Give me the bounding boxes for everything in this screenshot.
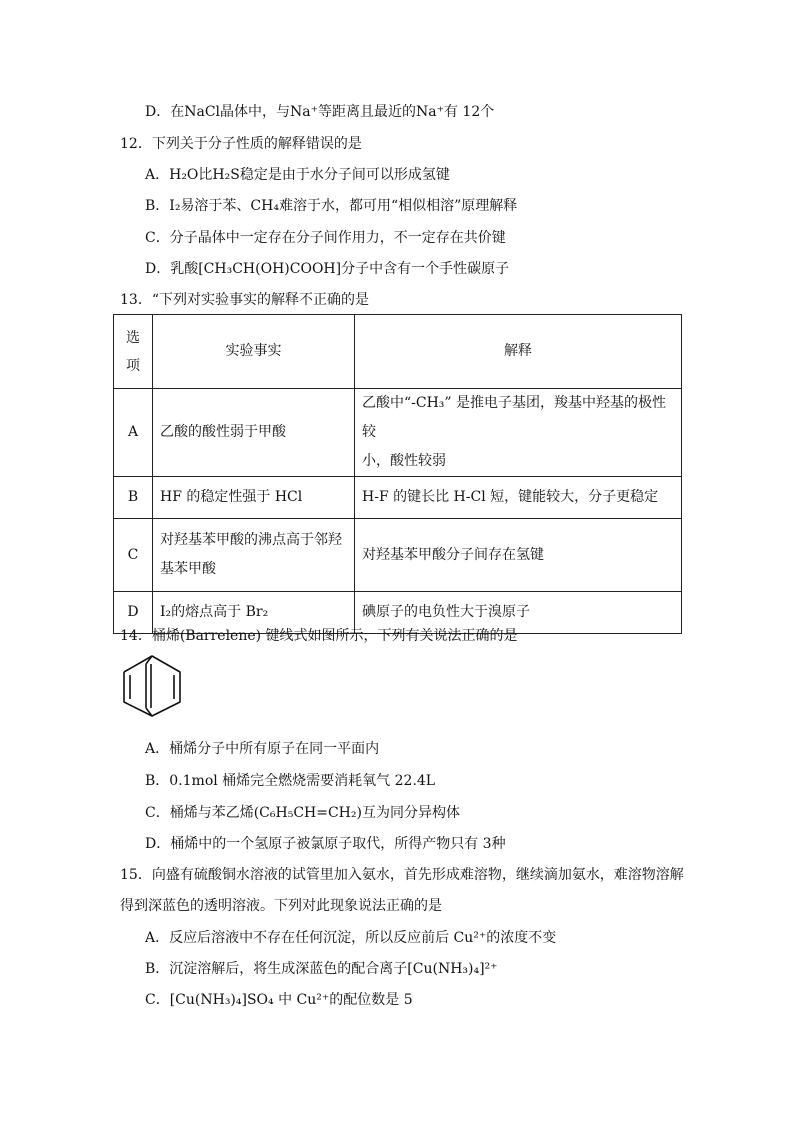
q14-option-c: C．桶烯与苯乙烯(C₆H₅CH=CH₂)互为同分异构体 <box>145 805 460 821</box>
q11-option-d: D．在NaCl晶体中，与Na⁺等距离且最近的Na⁺有 12个 <box>145 104 495 120</box>
row-explain: H-F 的键长比 H-Cl 短，键能较大，分子更稳定 <box>355 477 682 519</box>
row-explain: 对羟基苯甲酸分子间存在氢键 <box>355 519 682 592</box>
row-fact: HF 的稳定性强于 HCl <box>153 477 355 519</box>
q14-option-d: D．桶烯中的一个氢原子被氯原子取代，所得产物只有 3种 <box>145 836 506 852</box>
table-row <box>114 389 682 477</box>
q14-option-a: A．桶烯分子中所有原子在同一平面内 <box>145 741 380 757</box>
row-option: C <box>114 519 153 592</box>
q14-option-b: B．0.1mol 桶烯完全燃烧需要消耗氧气 22.4L <box>145 773 436 789</box>
row-explain: 乙酸中“-CH₃” 是推电子基团，羧基中羟基的极性较 小，酸性较弱 <box>355 389 682 477</box>
table-header-fact: 实验事实 <box>153 315 355 389</box>
q12-stem: 12．下列关于分子性质的解释错误的是 <box>120 136 362 152</box>
q13-stem: 13．“下列对实验事实的解释不正确的是 <box>120 292 369 308</box>
q15-option-c: C．[Cu(NH₃)₄]SO₄ 中 Cu²⁺的配位数是 5 <box>145 992 413 1008</box>
experiment-table <box>113 314 682 634</box>
row-fact: 乙酸的酸性弱于甲酸 <box>153 389 355 477</box>
q15-option-a: A．反应后溶液中不存在任何沉淀，所以反应前后 Cu²⁺的浓度不变 <box>145 930 557 946</box>
table-header-option: 选 项 <box>114 315 153 389</box>
q15-option-b: B．沉淀溶解后，将生成深蓝色的配合离子[Cu(NH₃)₄]²⁺ <box>145 961 498 977</box>
outer-ring <box>124 656 180 716</box>
row-option: D <box>114 592 153 634</box>
row-option: A <box>114 389 153 477</box>
q14-stem: 14．桶烯(Barrelene) 键线式如图所示，下列有关说法正确的是 <box>120 628 518 644</box>
q12-option-b: B．I₂易溶于苯、CH₄难溶于水，都可用“相似相溶”原理解释 <box>145 198 518 214</box>
row-fact: I₂的熔点高于 Br₂ <box>153 592 355 634</box>
barrelene-structure-diagram <box>116 650 192 722</box>
q12-option-d: D．乳酸[CH₃CH(OH)COOH]分子中含有一个手性碳原子 <box>145 261 510 277</box>
table-row <box>114 519 682 592</box>
q12-option-a: A．H₂O比H₂S稳定是由于水分子间可以形成氢键 <box>145 167 450 183</box>
q15-stem-line1: 15．向盛有硫酸铜水溶液的试管里加入氨水，首先形成难溶物，继续滴加氨水，难溶物溶解 <box>120 867 684 883</box>
row-explain: 碘原子的电负性大于溴原子 <box>355 592 682 634</box>
q12-option-c: C．分子晶体中一定存在分子间作用力，不一定存在共价键 <box>145 230 506 246</box>
table-header-row <box>114 315 682 389</box>
table-header-explain: 解释 <box>355 315 682 389</box>
table-row <box>114 477 682 519</box>
row-fact: 对羟基苯甲酸的沸点高于邻羟 基苯甲酸 <box>153 519 355 592</box>
q15-stem-line2: 得到深蓝色的透明溶液。下列对此现象说法正确的是 <box>120 898 442 914</box>
row-option: B <box>114 477 153 519</box>
